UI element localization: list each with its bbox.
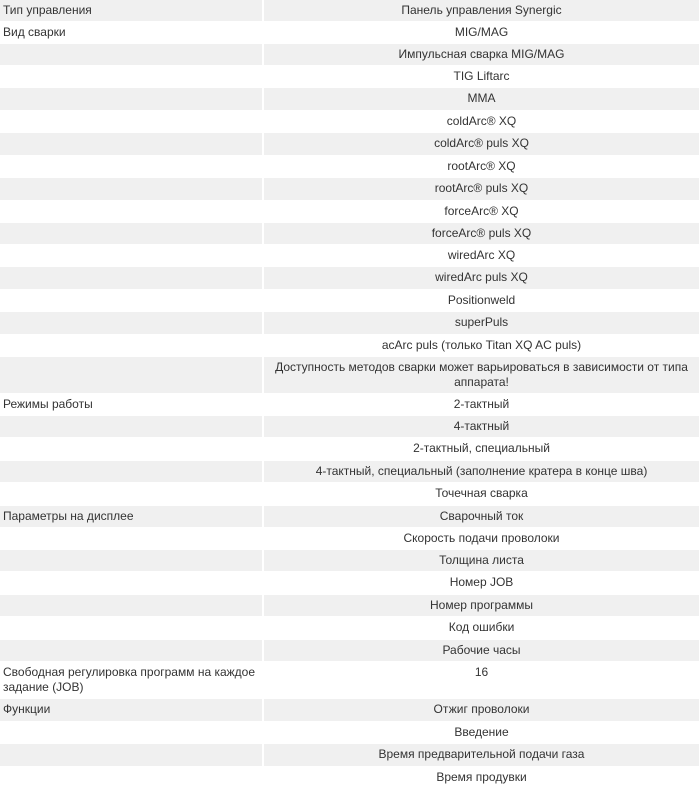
row-label (0, 43, 263, 65)
table-row (0, 721, 699, 743)
table-row (0, 356, 699, 393)
table-row (0, 527, 699, 549)
table-row (0, 393, 699, 415)
row-value: wiredArc puls XQ (263, 266, 699, 289)
table-row (0, 594, 699, 616)
row-label (0, 460, 263, 482)
row-label (0, 616, 263, 639)
row-value: Толщина листа (263, 549, 699, 571)
row-label: Вид сварки (0, 21, 263, 43)
row-label (0, 594, 263, 616)
table-row (0, 743, 699, 766)
table-row (0, 87, 699, 110)
row-label: Параметры на дисплее (0, 505, 263, 527)
table-row (0, 200, 699, 222)
table-row (0, 132, 699, 155)
row-value: Отжиг проволоки (263, 698, 699, 721)
row-value: forceArc® puls XQ (263, 222, 699, 244)
row-value: Positionweld (263, 289, 699, 311)
table-row (0, 311, 699, 334)
row-label (0, 334, 263, 356)
row-label (0, 549, 263, 571)
row-value: MMA (263, 87, 699, 110)
table-row (0, 571, 699, 594)
row-value: 4-тактный (263, 415, 699, 437)
row-label (0, 743, 263, 766)
row-value: forceArc® XQ (263, 200, 699, 222)
table-row (0, 266, 699, 289)
table-row (0, 334, 699, 356)
table-row (0, 110, 699, 132)
table-row (0, 21, 699, 43)
row-value: Рабочие часы (263, 639, 699, 661)
table-row (0, 616, 699, 639)
row-label (0, 482, 263, 505)
row-value: acArc puls (только Titan XQ AC puls) (263, 334, 699, 356)
row-value: 4-тактный, специальный (заполнение кратера в конце шва) (263, 460, 699, 482)
table-row (0, 766, 699, 788)
row-label (0, 244, 263, 266)
row-value: superPuls (263, 311, 699, 334)
row-label (0, 766, 263, 788)
row-value: Номер JOB (263, 571, 699, 594)
row-value: Номер программы (263, 594, 699, 616)
row-label (0, 311, 263, 334)
row-value: coldArc® puls XQ (263, 132, 699, 155)
table-row (0, 0, 699, 21)
row-value: wiredArc XQ (263, 244, 699, 266)
row-value: 16 (263, 661, 699, 698)
table-row (0, 460, 699, 482)
row-value: Время продувки (263, 766, 699, 788)
table-row (0, 505, 699, 527)
table-row (0, 65, 699, 87)
row-value: Панель управления Synergic (263, 0, 699, 21)
table-row (0, 155, 699, 177)
row-label: Функции (0, 698, 263, 721)
row-value: Время предварительной подачи газа (263, 743, 699, 766)
row-label (0, 87, 263, 110)
table-row (0, 289, 699, 311)
row-label (0, 639, 263, 661)
row-label: Свободная регулировка программ на каждое задание (JOB) (0, 661, 263, 698)
row-label (0, 571, 263, 594)
row-value: MIG/MAG (263, 21, 699, 43)
table-row (0, 482, 699, 505)
row-label (0, 415, 263, 437)
row-label (0, 200, 263, 222)
row-label (0, 437, 263, 460)
row-value: coldArc® XQ (263, 110, 699, 132)
row-value: Код ошибки (263, 616, 699, 639)
row-label (0, 65, 263, 87)
table-row (0, 177, 699, 200)
row-label: Режимы работы (0, 393, 263, 415)
table-row (0, 698, 699, 721)
table-row (0, 661, 699, 698)
row-value: 2-тактный (263, 393, 699, 415)
row-label (0, 177, 263, 200)
row-label (0, 110, 263, 132)
row-value: 2-тактный, специальный (263, 437, 699, 460)
row-label (0, 132, 263, 155)
row-label (0, 721, 263, 743)
row-value: Доступность методов сварки может варьироваться в зависимости от типа аппарата! (263, 356, 699, 393)
row-label: Тип управления (0, 0, 263, 21)
row-value: Скорость подачи проволоки (263, 527, 699, 549)
row-label (0, 527, 263, 549)
table-row (0, 43, 699, 65)
table-row (0, 244, 699, 266)
row-value: rootArc® puls XQ (263, 177, 699, 200)
row-label (0, 222, 263, 244)
row-value: Сварочный ток (263, 505, 699, 527)
row-value: Введение (263, 721, 699, 743)
table-row (0, 222, 699, 244)
row-value: TIG Liftarc (263, 65, 699, 87)
table-row (0, 549, 699, 571)
row-label (0, 155, 263, 177)
row-value: rootArc® XQ (263, 155, 699, 177)
table-row (0, 639, 699, 661)
row-label (0, 356, 263, 393)
table-row (0, 437, 699, 460)
row-label (0, 289, 263, 311)
row-value: Точечная сварка (263, 482, 699, 505)
row-label (0, 266, 263, 289)
row-value: Импульсная сварка MIG/MAG (263, 43, 699, 65)
table-row (0, 415, 699, 437)
